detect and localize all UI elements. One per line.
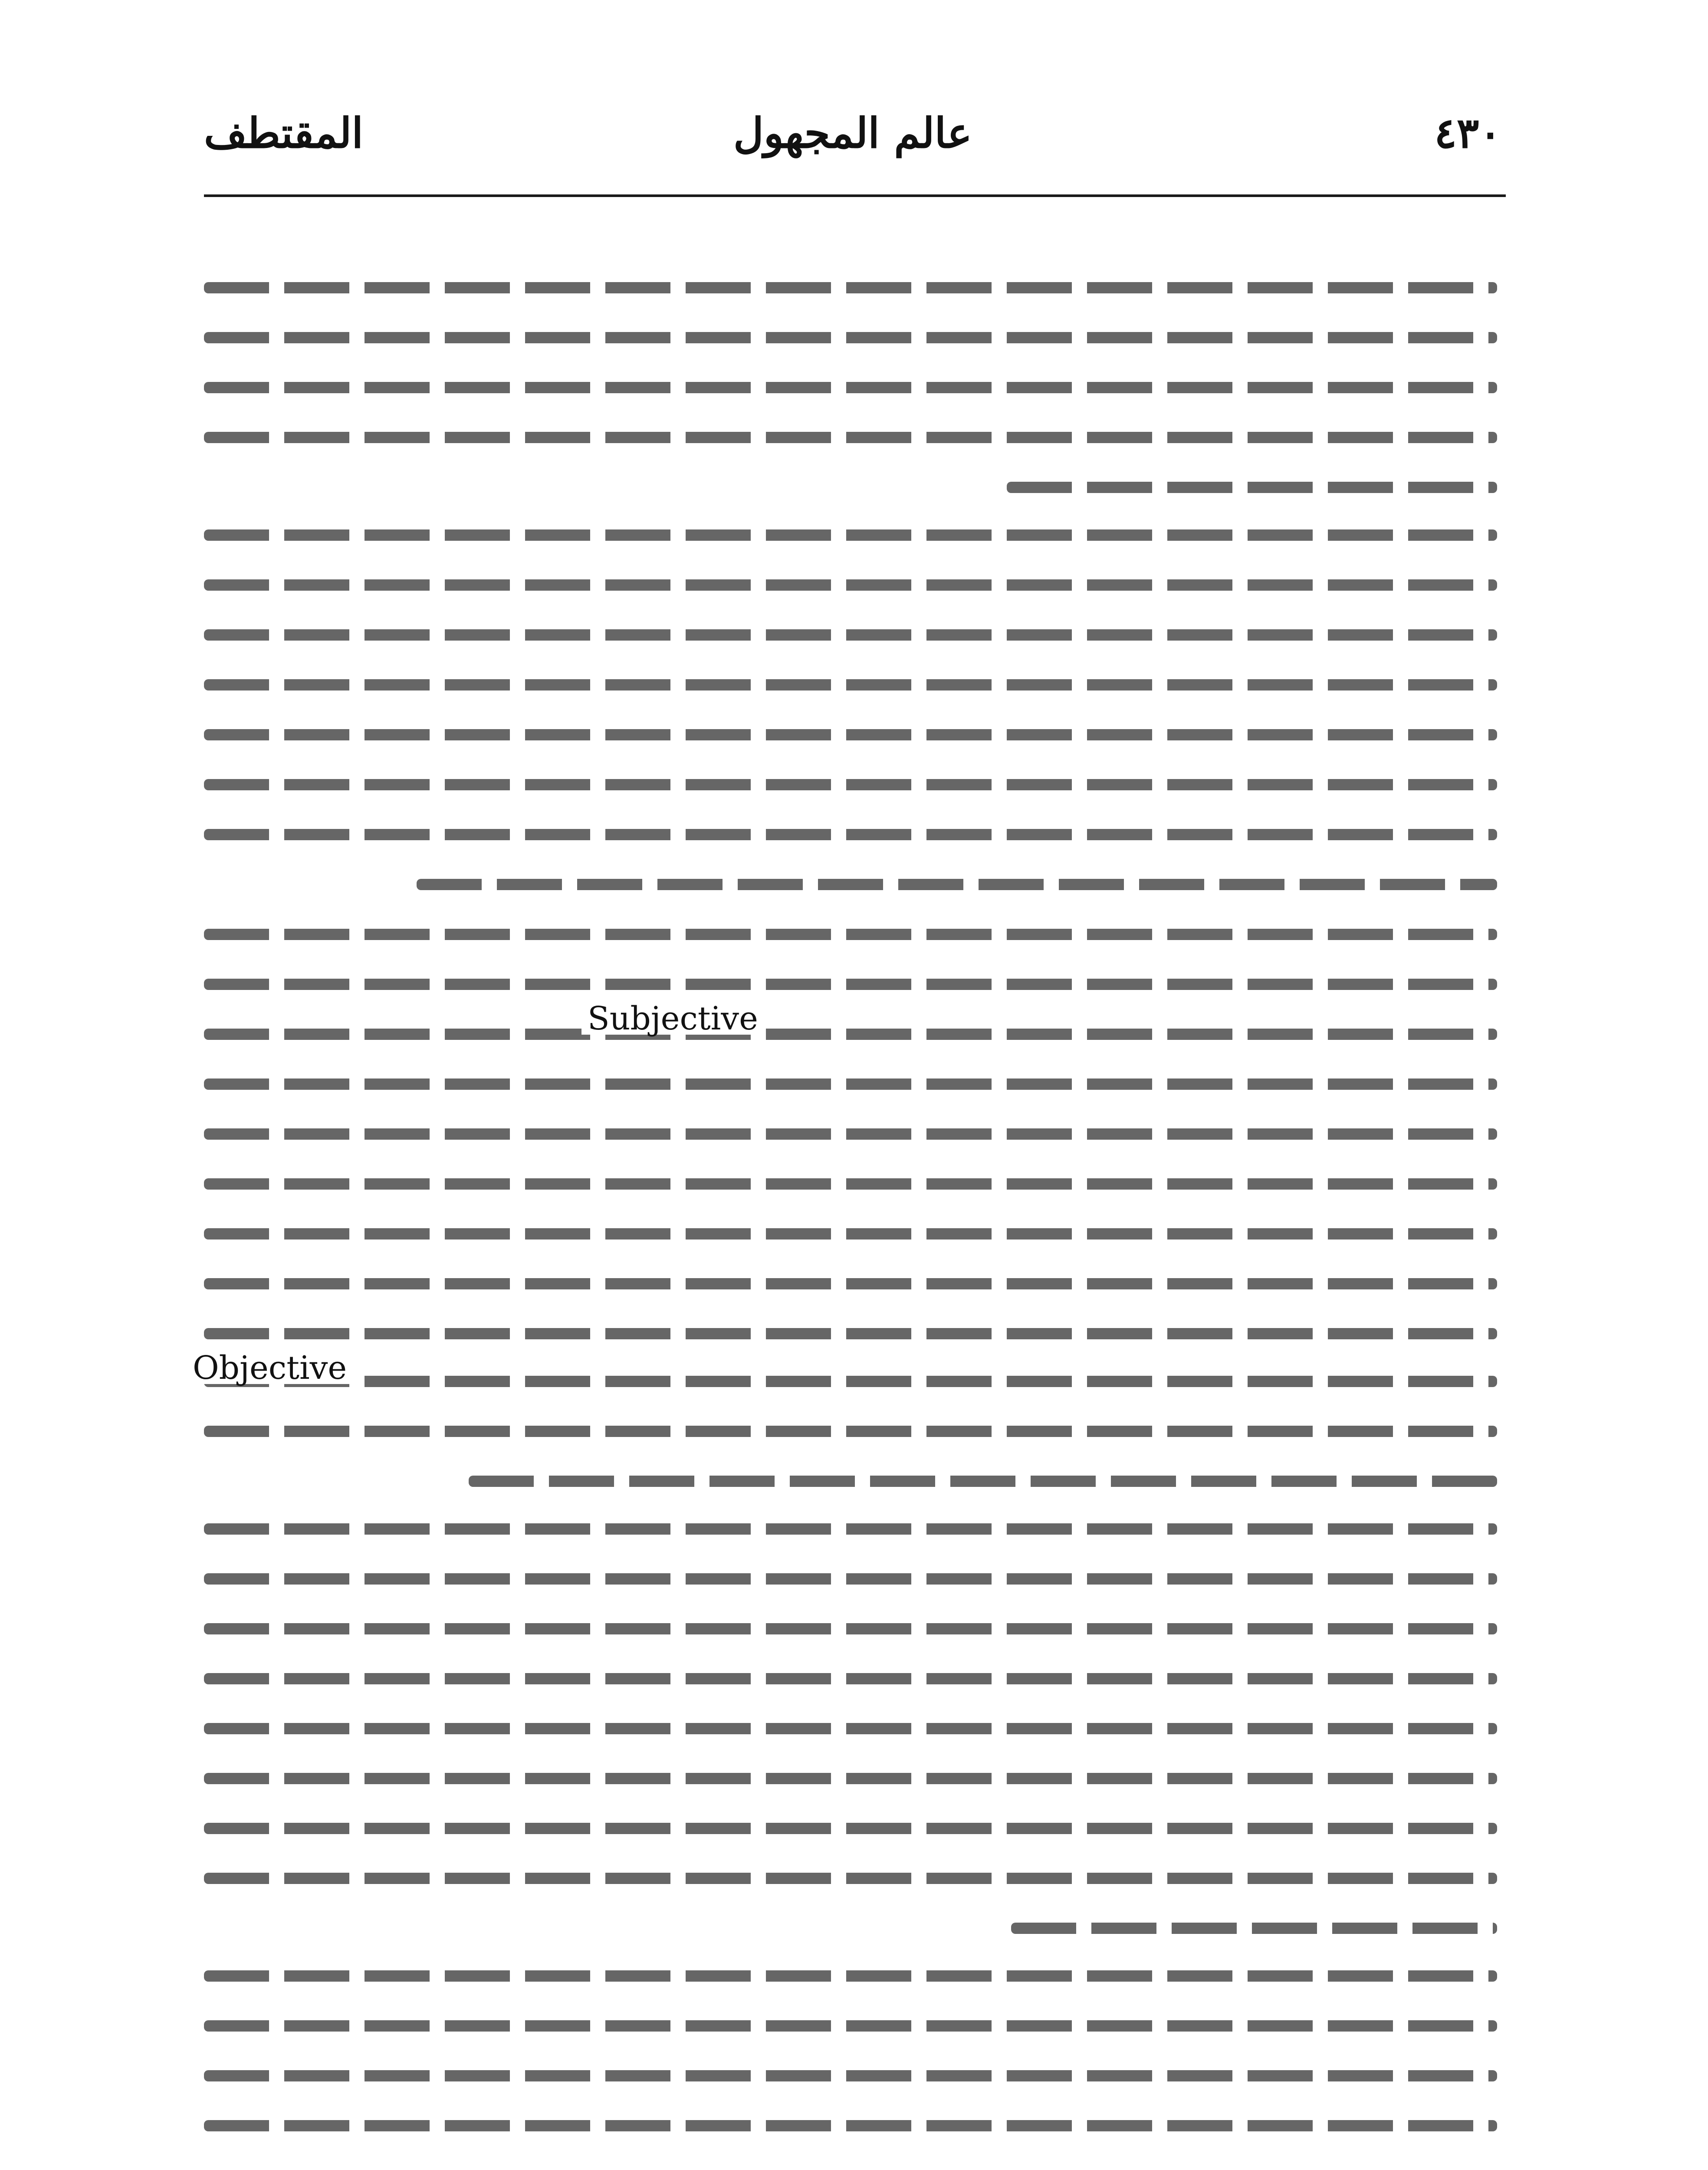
text-line [469, 1476, 1497, 1487]
text-line [204, 1773, 1497, 1784]
text-line [204, 1278, 1497, 1289]
text-line [204, 1573, 1497, 1585]
text-line [204, 1228, 1497, 1240]
text-line [204, 2020, 1497, 2032]
text-line [204, 2070, 1497, 2081]
text-line [1011, 1923, 1497, 1934]
text-line [204, 579, 1497, 591]
text-line [204, 1029, 1497, 1040]
text-line [204, 679, 1497, 690]
text-line [204, 1426, 1497, 1437]
text-line [204, 829, 1497, 840]
journal-name: المقتطف [204, 108, 364, 158]
text-line [204, 1376, 1497, 1387]
text-line [204, 1128, 1497, 1140]
text-line [204, 529, 1497, 541]
text-line [204, 979, 1497, 990]
text-line [204, 1970, 1497, 1982]
text-line [204, 729, 1497, 740]
latin-term-subjective: Subjective [581, 1003, 764, 1035]
text-line [204, 1673, 1497, 1684]
text-line [204, 929, 1497, 940]
text-line [204, 432, 1497, 443]
text-line [204, 1723, 1497, 1734]
page-number: ٤٣٠ [1434, 108, 1501, 158]
text-line [204, 1178, 1497, 1190]
text-line [1007, 482, 1497, 493]
latin-term-objective: Objective [187, 1352, 353, 1384]
text-line [204, 629, 1497, 641]
text-line [204, 1623, 1497, 1634]
text-line [417, 879, 1497, 890]
text-line [204, 1873, 1497, 1884]
page-title: عالم المجهول [733, 108, 972, 158]
text-line [204, 1823, 1497, 1834]
text-line [204, 1328, 1497, 1339]
text-line [204, 382, 1497, 393]
text-line [204, 2120, 1497, 2131]
text-line [204, 1523, 1497, 1535]
text-line [204, 1078, 1497, 1090]
text-line [204, 282, 1497, 293]
text-line [204, 332, 1497, 343]
text-line [204, 779, 1497, 790]
